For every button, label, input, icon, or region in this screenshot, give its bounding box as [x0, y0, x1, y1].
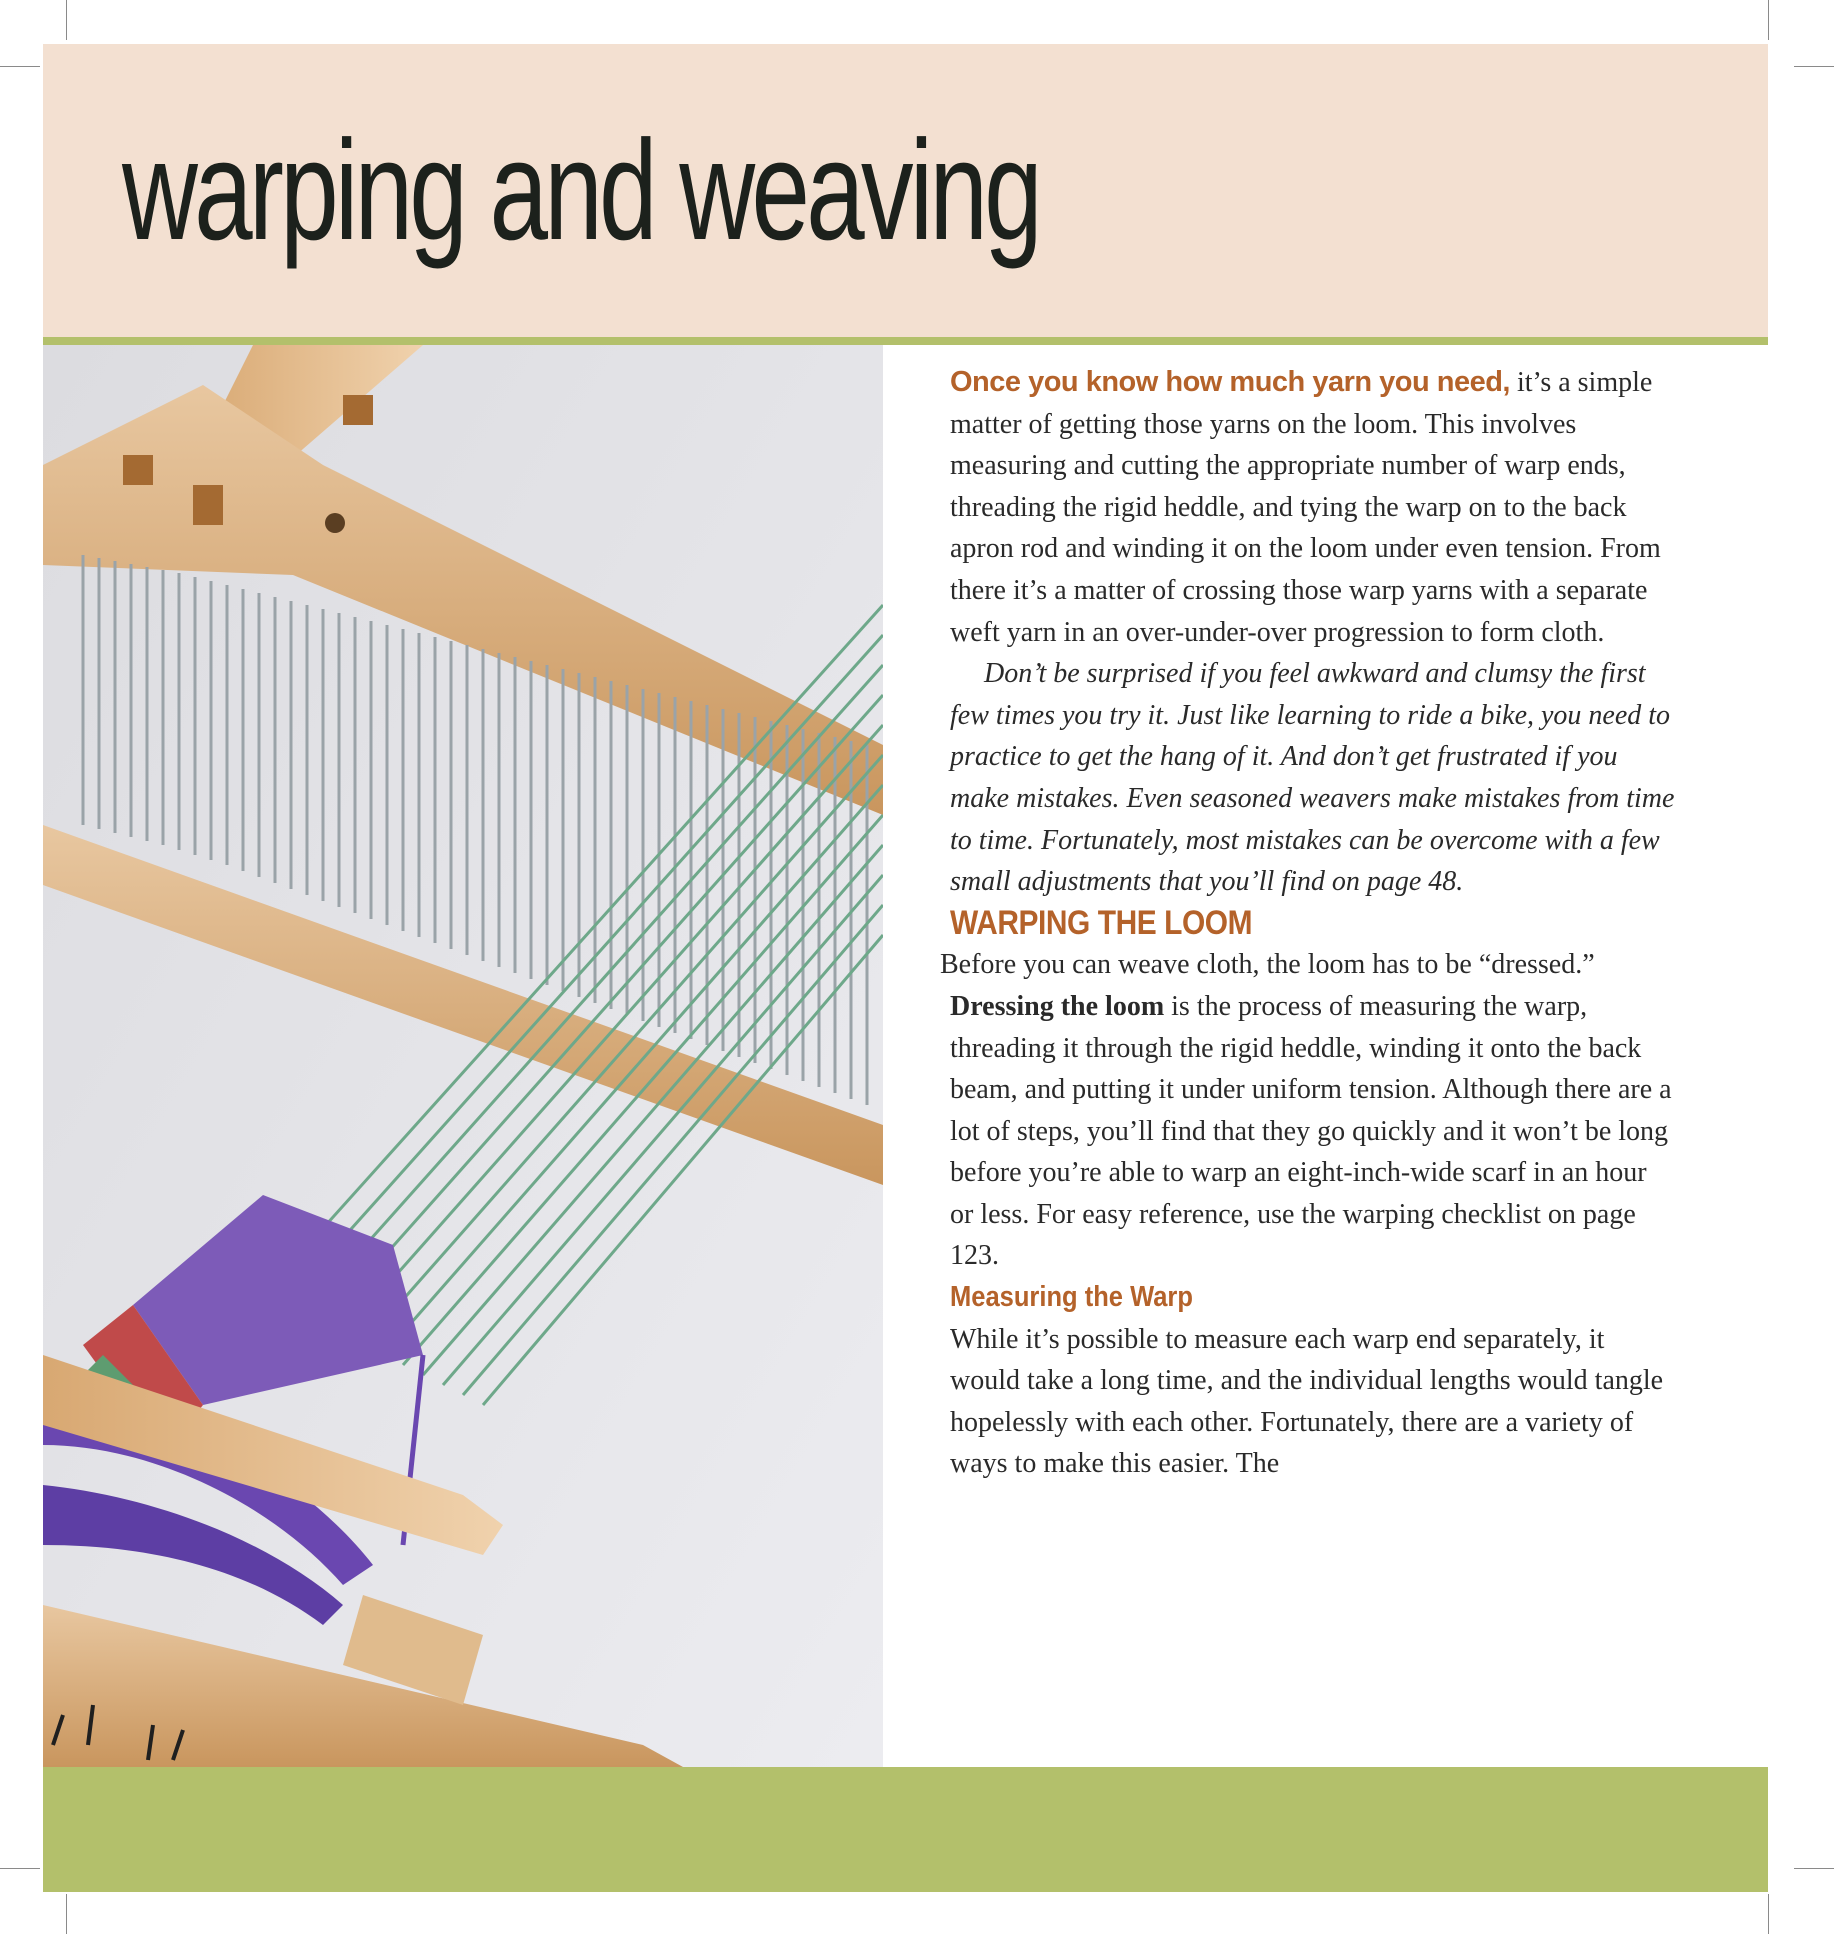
crop-mark: [1768, 0, 1769, 40]
page-title: warping and weaving: [122, 111, 1039, 270]
section-text-start: Before you can weave cloth, the loom has to be: [940, 949, 1479, 981]
section-paragraph: [940, 944, 1675, 1277]
body-text-column: [940, 362, 1675, 1485]
loom-photo: [43, 345, 883, 1767]
crop-mark: [66, 0, 67, 40]
section-heading: WARPING THE LOOM: [950, 903, 1253, 942]
crop-mark: [1794, 66, 1834, 67]
header-rule: [43, 337, 1768, 345]
lead-in: Once you know how much yarn you need,: [950, 366, 1510, 398]
section-text-rest: is the process of measuring the warp, threading it through the rigid heddle, winding it onto the back beam, and putting it under uniform tension. Although there are a lot of steps, you’ll find that they go quickly and it won’t be long before you’re able to warp an eight-inch-wide scarf in an hour or less. For easy reference, use the warping checklist on page 123.: [950, 990, 1672, 1272]
crop-mark: [1794, 1868, 1834, 1869]
section-bold-term: Dressing the loom: [950, 990, 1165, 1022]
subsection-paragraph: While it’s possible to measure each warp end separately, it would take a long time, and the individual lengths would tangle hopelessly with each other. Fortunately, there are a variety of ways to make this easier. The: [950, 1323, 1664, 1480]
crop-mark: [0, 66, 40, 67]
italic-paragraph: Don’t be surprised if you feel awkward and clumsy the first few times you try it. Just like learning to ride a bike, you need to practice to get the hang of it. And don’t get frustrated if you make mistakes. Even seasoned weavers make mistakes from time to time. Fortunately, most mistakes can be overcome with a few small adjustments that you’ll find on page 48.: [950, 658, 1675, 898]
crop-mark: [1768, 1894, 1769, 1934]
footer-band: [43, 1767, 1768, 1892]
intro-paragraph: [950, 362, 1675, 653]
section-text-quote: “dressed.”: [1478, 949, 1595, 981]
crop-mark: [66, 1894, 67, 1934]
subsection-heading: Measuring the Warp: [950, 1281, 1193, 1314]
intro-body: it’s a simple matter of getting those yarns on the loom. This involves measuring and cutting the appropriate number of warp ends, threading the rigid heddle, and tying the warp on to the back apron rod and winding it on the loom under even tension. From there it’s a matter of crossing those warp yarns with a separate weft yarn in an over-under-over progression to form cloth.: [950, 367, 1661, 648]
crop-mark: [0, 1868, 40, 1869]
